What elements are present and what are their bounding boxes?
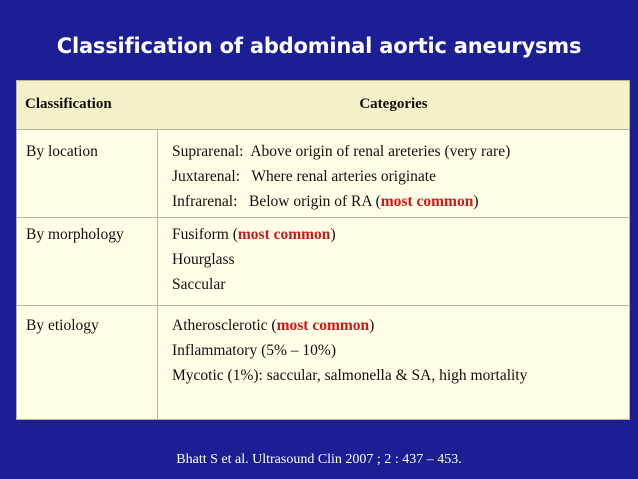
category-text: ) (473, 193, 479, 210)
most-common-highlight: most common (237, 226, 331, 243)
category-line: Saccular (172, 276, 226, 293)
row-label: By etiology (26, 317, 99, 334)
most-common-highlight: most common (380, 193, 474, 210)
category-line: Hourglass (172, 251, 235, 268)
most-common-highlight: most common (276, 317, 370, 334)
citation: Bhatt S et al. Ultrasound Clin 2007 ; 2 : 437 – 453. (176, 452, 462, 467)
table-row-location (17, 130, 629, 218)
category-text: Atherosclerotic ( (172, 317, 277, 334)
category-line (172, 313, 527, 338)
row-label: By location (26, 143, 98, 160)
category-text: Fusiform ( (172, 226, 238, 243)
category-line (172, 189, 510, 214)
table-row-etiology (17, 306, 629, 419)
row-label: By morphology (26, 226, 124, 243)
category-line: Suprarenal: Above origin of renal areteries (very rare) (172, 143, 511, 160)
category-line: Inflammatory (5% – 10%) (172, 342, 336, 359)
table-row-morphology (17, 218, 629, 306)
category-text: ) (330, 226, 336, 243)
slide-title: Classification of abdominal aortic aneurysms (56, 34, 582, 58)
header-categories: Categories (359, 96, 428, 112)
classification-table (16, 80, 630, 420)
category-text: Infrarenal: Below origin of RA ( (172, 193, 381, 210)
header-classification: Classification (25, 96, 112, 112)
category-line: Juxtarenal: Where renal arteries originate (172, 168, 436, 185)
category-text: ) (369, 317, 375, 334)
categories-cell (172, 313, 527, 388)
category-line: Mycotic (1%): saccular, salmonella & SA, high mortality (172, 367, 528, 384)
categories-cell (172, 222, 336, 297)
table-header-row (17, 81, 629, 130)
categories-cell (172, 139, 510, 214)
category-line (172, 222, 336, 247)
